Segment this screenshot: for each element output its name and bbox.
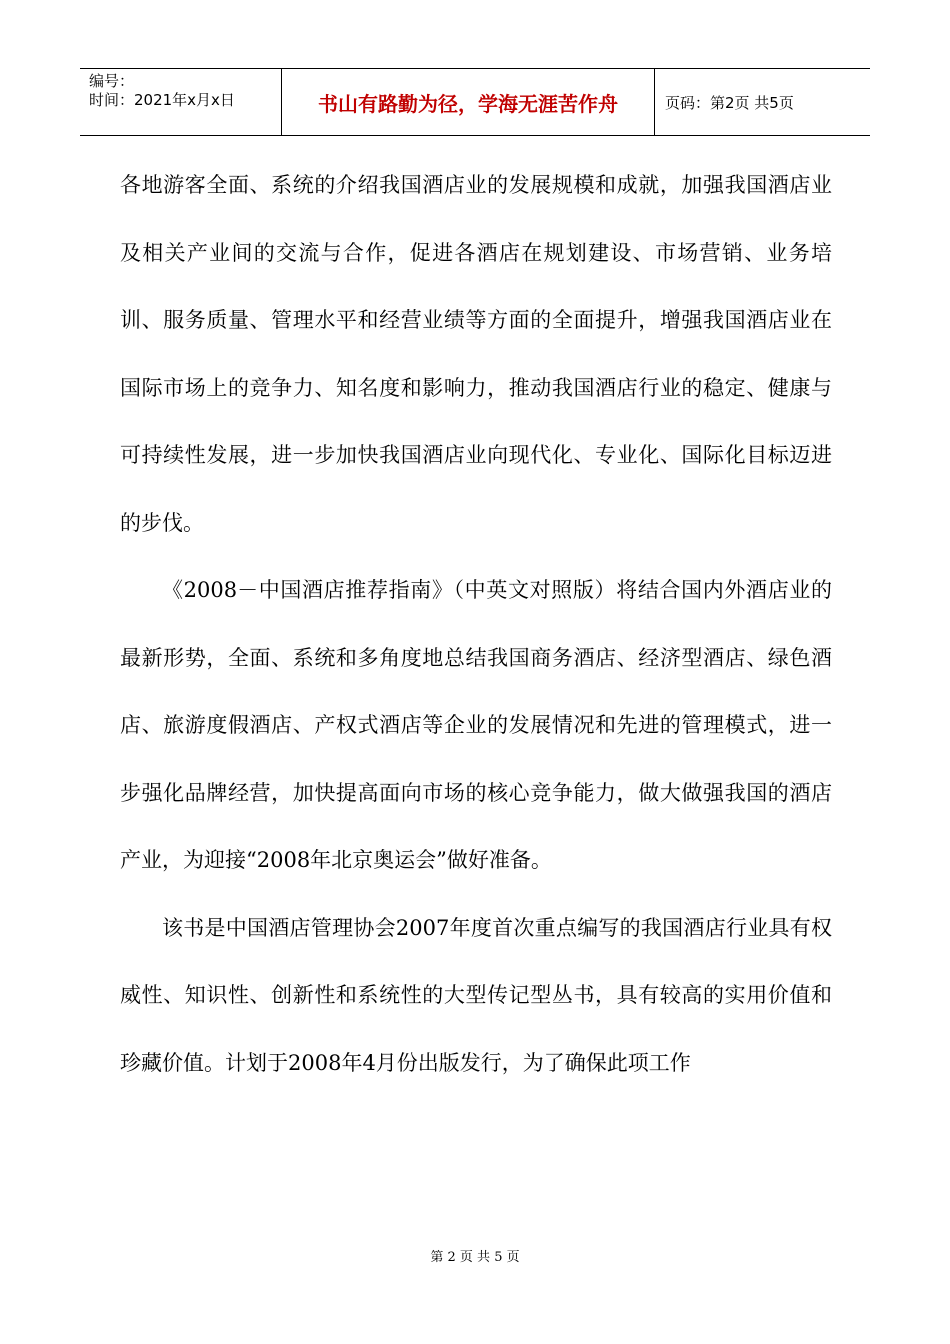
number-label: 编号： xyxy=(89,72,135,90)
paragraph-1: 各地游客全面、系统的介绍我国酒店业的发展规模和成就，加强我国酒店业及相关产业间的交流与合作，促进各酒店在规划建设、市场营销、业务培训、服务质量、管理水平和经营业绩等方面的全面提升，增强我国酒店业在国际市场上的竞争力、知名度和影响力，推动我国酒店行业的稳定、健康与可持续性发展，进一步加快我国酒店业向现代化、专业化、国际化目标迈进的步伐。 xyxy=(120,173,832,535)
page-footer: 第 2 页 共 5 页 xyxy=(430,1250,520,1265)
header-motto: 书山有路勤为径，学海无涯苦作舟 xyxy=(282,69,655,135)
header-meta xyxy=(80,69,282,135)
document-body xyxy=(120,152,832,1097)
paragraph-3: 该书是中国酒店管理协会2007年度首次重点编写的我国酒店行业具有权威性、知识性、创新性和系统性的大型传记型丛书，具有较高的实用价值和珍藏价值。计划于2008年4月份出版发行，为了确保此项工作 xyxy=(120,915,832,1075)
paragraph-2: 《2008－中国酒店推荐指南》（中英文对照版）将结合国内外酒店业的最新形势，全面、系统和多角度地总结我国商务酒店、经济型酒店、绿色酒店、旅游度假酒店、产权式酒店等企业的发展情况和先进的管理模式，进一步强化品牌经营，加快提高面向市场的核心竞争能力，做大做强我国的酒店产业，为迎接“2008年北京奥运会”做好准备。 xyxy=(120,578,832,872)
page-header xyxy=(80,68,870,136)
date-label: 时间：2021年x月x日 xyxy=(89,91,235,109)
header-page-info: 页码：第2页 共5页 xyxy=(665,93,794,112)
